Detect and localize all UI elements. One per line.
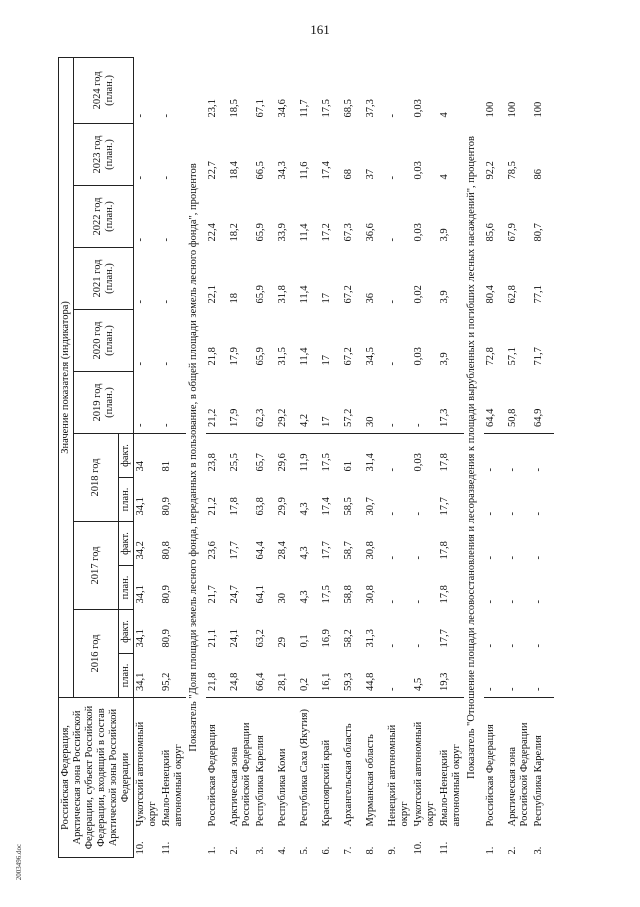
value-cell: 64,4 [484,371,506,433]
value-cell: 17,7 [229,541,240,560]
region-name: Ямало-Ненецкий автономный округ [439,744,462,827]
value-cell: 86 [533,168,544,180]
value-cell: 66,5 [255,161,266,180]
table-row [386,57,412,857]
indicator-title: Показатель "Отношение площади лесовосстановления и лесоразведения к площади вырубленных и погибших лесных насаждений", процентов [466,136,477,779]
row-number: 11. [439,841,450,855]
value-cell: 17,8 [439,453,450,472]
region-name: Ненецкий автономный округ [387,724,410,827]
value-cell: 67,3 [343,223,354,242]
value-cell: 80,9 [161,497,172,516]
value-cell: 0,03 [413,347,424,366]
value-cell: 18,4 [229,161,240,180]
row-number: 4. [277,846,288,855]
value-cell: 4,3 [299,502,310,516]
year-2021-header: 2021 год (план.) [74,247,134,309]
value-cell: 17,4 [321,161,332,180]
value-cell: - [412,371,438,433]
row-number: 5. [299,846,310,855]
value-cell: 68,5 [343,99,354,118]
value-cell: 17,3 [438,371,464,433]
section-title-row [186,57,206,857]
value-cell: 0,03 [413,99,424,118]
value-cell: - [135,237,146,242]
value-cell: 29,9 [277,497,288,516]
value-cell: - [160,371,186,433]
value-cell: 64,9 [532,371,554,433]
value-cell: - [135,361,146,366]
file-name: 2003496.doc [15,843,23,881]
row-number: 10. [413,841,424,855]
value-cell: 16,9 [321,629,332,648]
value-cell: 34,1 [135,585,146,604]
value-cell: 21,8 [206,653,228,697]
value-cell: 30,8 [365,585,376,604]
value-cell: 23,1 [207,99,218,118]
value-cell: 65,9 [255,223,266,242]
value-cell: 58,2 [343,629,354,648]
value-cell: - [533,467,544,472]
year-2022-header: 2022 год (план.) [74,185,134,247]
value-cell: 34,1 [134,653,161,697]
value-cell: 25,5 [229,453,240,472]
value-cell: - [485,599,496,604]
value-cell: 30,8 [365,541,376,560]
table-row [484,57,506,857]
value-cell: - [533,643,544,648]
value-cell: 0,03 [413,453,424,472]
year-2020-header: 2020 год (план.) [74,309,134,371]
value-cell: 34 [135,460,146,472]
section-title-row [464,57,484,857]
indicators-table [58,57,554,858]
row-number: 3. [533,846,544,855]
value-cell: 23,8 [207,453,218,472]
rotated-table-container [58,58,593,858]
value-cell: 4,3 [299,590,310,604]
value-cell: 24,1 [229,629,240,648]
value-cell: - [532,653,554,697]
value-cell: 17,8 [229,497,240,516]
value-cell: 64,4 [255,541,266,560]
value-cell: 77,1 [533,285,544,304]
value-cell: - [506,653,532,697]
value-cell: 64,1 [255,585,266,604]
value-cell: 29,6 [277,453,288,472]
value-cell: 17,9 [229,347,240,366]
value-cell: - [387,599,398,604]
value-cell: 30 [277,592,288,604]
value-cell: 65,9 [255,347,266,366]
value-cell: 28,1 [276,653,298,697]
table-row [364,57,386,857]
value-cell: 31,5 [277,347,288,366]
value-cell: 0,03 [413,161,424,180]
region-name: Красноярский край [321,739,332,827]
value-cell: 0,02 [413,285,424,304]
value-cell: 66,4 [254,653,276,697]
value-cell: - [387,237,398,242]
value-cell: 36,6 [365,223,376,242]
table-row [254,57,276,857]
value-cell: 4 [439,174,450,180]
value-cell: - [485,467,496,472]
value-cell: 72,8 [485,347,496,366]
value-cell: 100 [533,101,544,118]
value-cell: 58,5 [343,497,354,516]
value-cell: 62,3 [254,371,276,433]
year-2017-header: 2017 год [74,521,119,609]
value-cell: 4,2 [298,371,320,433]
value-cell: 17,4 [321,497,332,516]
value-cell: 62,8 [507,285,518,304]
value-cell: 34,5 [365,347,376,366]
value-cell: - [413,643,424,648]
table-row [298,57,320,857]
value-cell: - [533,555,544,560]
value-cell: - [507,555,518,560]
value-cell: - [413,555,424,560]
value-cell: - [161,299,172,304]
value-cell: 67,2 [343,285,354,304]
value-cell: 57,1 [507,347,518,366]
value-cell: 63,8 [255,497,266,516]
row-number: 11. [161,841,172,855]
fact-header: факт. [119,609,134,653]
value-cell: 21,2 [206,371,228,433]
value-cell: 100 [485,101,496,118]
table-row [276,57,298,857]
value-cell: - [533,511,544,516]
table-row [206,57,228,857]
row-number: 10. [135,841,146,855]
value-cell: 0,2 [298,653,320,697]
value-cell: - [484,653,506,697]
region-name: Ямало-Ненецкий автономный округ [161,744,184,827]
value-cell: 11,6 [299,161,310,180]
value-cell: 21,7 [207,585,218,604]
value-cell: 17,5 [321,453,332,472]
value-cell: - [161,113,172,118]
value-cell: 22,4 [207,223,218,242]
plan-header: план. [119,477,134,521]
value-cell: 3,9 [439,290,450,304]
table-row [134,57,161,857]
value-cell: - [387,113,398,118]
value-cell: 17,2 [321,223,332,242]
year-2016-header: 2016 год [74,609,119,697]
region-name: Чукотский автономный округ [135,721,158,827]
value-cell: 65,9 [255,285,266,304]
value-cell: - [386,371,412,433]
table-row [320,57,342,857]
region-name: Республика Коми [277,748,288,827]
value-cell: 17 [321,292,332,304]
row-number: 8. [365,846,376,855]
value-cell: 4,5 [412,653,438,697]
table-row [412,57,438,857]
value-cell: 21,8 [207,347,218,366]
value-cell: 58,8 [343,585,354,604]
region-column-header: Российская Федерация, Арктическая зона Российской Федерации, субъект Российской Федерации, входящий в состав Арктической зоны Российской Федерации [59,697,134,857]
value-cell: 67,9 [507,223,518,242]
value-cell: 68 [343,168,354,180]
value-cell: - [135,175,146,180]
value-cell: 33,9 [277,223,288,242]
value-cell: 81 [161,460,172,472]
region-name: Республика Саха (Якутия) [299,709,310,827]
value-cell: 85,6 [485,223,496,242]
value-cell: - [387,467,398,472]
value-cell: 95,2 [160,653,186,697]
row-number: 6. [321,846,332,855]
value-cell: 34,2 [135,541,146,560]
value-cell: 30,7 [365,497,376,516]
value-cell: 34,1 [135,497,146,516]
value-cell: - [161,237,172,242]
value-cell: 23,6 [207,541,218,560]
region-name: Российская Федерация [485,724,496,827]
value-cell: 34,6 [277,99,288,118]
value-cell: 19,3 [438,653,464,697]
value-cell: 50,8 [506,371,532,433]
row-number: 9. [387,846,398,855]
value-cell: 11,9 [299,453,310,472]
year-2024-header: 2024 год (план.) [74,57,134,123]
value-cell: 34,3 [277,161,288,180]
value-cell: 11,7 [299,99,310,118]
value-cell: 22,1 [207,285,218,304]
value-cell: 18,2 [229,223,240,242]
value-cell: 31,3 [365,629,376,648]
value-cell: 0,03 [413,223,424,242]
value-cell: 22,7 [207,161,218,180]
value-cell: 3,9 [439,352,450,366]
region-name: Чукотский автономный округ [413,721,436,827]
value-cell: 17 [321,354,332,366]
value-cell: - [135,299,146,304]
value-cell: - [507,599,518,604]
value-cell: - [161,361,172,366]
value-cell: 61 [343,460,354,472]
value-cell: - [387,555,398,560]
value-cell: - [485,643,496,648]
table-row [342,57,364,857]
value-cell: 34,1 [135,629,146,648]
value-cell: 31,4 [365,453,376,472]
value-cell: 18,5 [229,99,240,118]
value-cell: 18 [229,292,240,304]
value-cell: 37 [365,168,376,180]
value-cell: 80,4 [485,285,496,304]
table-row [532,57,554,857]
indicator-value-header: Значение показателя (индикатора) [59,57,74,697]
value-cell: 36 [365,292,376,304]
value-cell: - [135,113,146,118]
value-cell: 30 [364,371,386,433]
region-name: Республика Карелия [533,735,544,827]
value-cell: - [507,467,518,472]
value-cell: 28,4 [277,541,288,560]
value-cell: 44,8 [364,653,386,697]
page-number: 161 [310,22,330,37]
value-cell: 11,4 [299,223,310,242]
value-cell: 17 [320,371,342,433]
value-cell: - [387,361,398,366]
region-name: Арктическая зона Российской Федерации [229,722,252,827]
value-cell: - [387,643,398,648]
value-cell: 11,4 [299,285,310,304]
value-cell: 24,8 [228,653,254,697]
value-cell: 58,7 [343,541,354,560]
value-cell: 17,7 [439,629,450,648]
fact-header: факт. [119,433,134,477]
row-number: 7. [343,846,354,855]
region-name: Архангельская область [343,723,354,827]
value-cell: 31,8 [277,285,288,304]
value-cell: - [387,299,398,304]
value-cell: 17,7 [439,497,450,516]
row-number: 2. [507,846,518,855]
value-cell: 80,8 [161,541,172,560]
value-cell: 59,3 [342,653,364,697]
row-number: 2. [229,846,240,855]
value-cell: 16,1 [320,653,342,697]
value-cell: - [387,511,398,516]
value-cell: 80,9 [161,629,172,648]
value-cell: - [533,599,544,604]
year-2018-header: 2018 год [74,433,119,521]
row-number: 3. [255,846,266,855]
region-name: Мурманская область [365,734,376,827]
value-cell: - [485,511,496,516]
table-header [59,57,134,857]
value-cell: - [134,371,161,433]
value-cell: 92,2 [485,161,496,180]
row-number: 1. [207,846,218,855]
value-cell: 57,2 [342,371,364,433]
value-cell: - [386,653,412,697]
value-cell: - [507,643,518,648]
table-row [228,57,254,857]
value-cell: 17,8 [439,541,450,560]
plan-header: план. [119,565,134,609]
value-cell: - [413,511,424,516]
value-cell: 65,7 [255,453,266,472]
region-name: Арктическая зона Российской Федерации [507,722,530,827]
indicator-title: Показатель "Доля площади земель лесного фонда, переданных в пользование, в общей площади земель лесного фонда", процентов [188,163,199,752]
year-2019-header: 2019 год (план.) [74,371,134,433]
value-cell: 17,5 [321,585,332,604]
value-cell: 67,2 [343,347,354,366]
value-cell: 29 [277,636,288,648]
value-cell: 24,7 [229,585,240,604]
fact-header: факт. [119,521,134,565]
value-cell: 4,3 [299,546,310,560]
value-cell: 21,1 [207,629,218,648]
value-cell: 100 [507,101,518,118]
table-row [160,57,186,857]
value-cell: - [413,599,424,604]
region-name: Российская Федерация [207,724,218,827]
value-cell: 78,5 [507,161,518,180]
value-cell: 37,3 [365,99,376,118]
table-row [506,57,532,857]
value-cell: - [507,511,518,516]
row-number: 1. [485,846,496,855]
value-cell: - [161,175,172,180]
value-cell: 17,5 [321,99,332,118]
value-cell: - [485,555,496,560]
table-row [438,57,464,857]
value-cell: 71,7 [533,347,544,366]
value-cell: 67,1 [255,99,266,118]
value-cell: 29,2 [276,371,298,433]
value-cell: 3,9 [439,228,450,242]
value-cell: 17,8 [439,585,450,604]
year-2023-header: 2023 год (план.) [74,123,134,185]
value-cell: - [387,175,398,180]
value-cell: 21,2 [207,497,218,516]
plan-header: план. [119,653,134,697]
value-cell: 11,4 [299,347,310,366]
value-cell: 80,7 [533,223,544,242]
value-cell: 17,7 [321,541,332,560]
region-name: Республика Карелия [255,735,266,827]
value-cell: 0,1 [299,634,310,648]
value-cell: 17,9 [228,371,254,433]
value-cell: 80,9 [161,585,172,604]
value-cell: 63,2 [255,629,266,648]
value-cell: 4 [439,112,450,118]
table-body [134,57,555,857]
